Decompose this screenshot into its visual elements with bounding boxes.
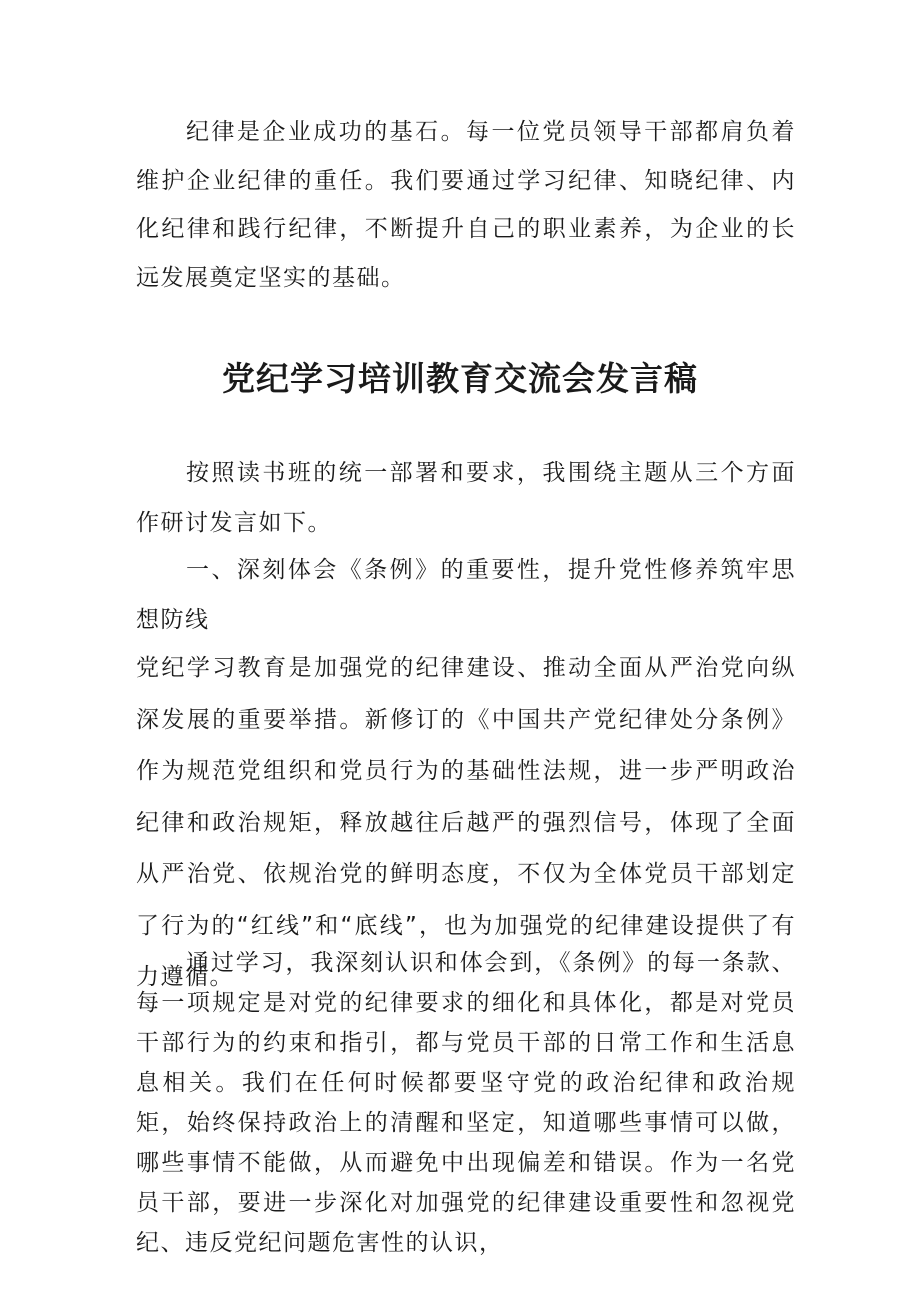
section-one-heading: 一、深刻体会《条例》的重要性，提升党性修养筑牢思想防线 xyxy=(136,557,796,633)
section-one-paragraph: 党纪学习教育是加强党的纪律建设、推动全面从严治党向纵深发展的重要举措。新修订的《中国共产党纪律处分条例》作为规范党组织和党员行为的基础性法规，进一步严明政治纪律和政治规矩，释放越往后越严的强烈信号，体现了全面从严治党、依规治党的鲜明态度，不仅为全体党员干部划定了行为的“红线”和“底线”，也为加强党的纪律建设提供了有力遵循。 xyxy=(136,655,796,990)
document-title: 党纪学习培训教育交流会发言稿 xyxy=(222,359,698,398)
section-one-paragraph-2: 通过学习，我深刻认识和体会到，《条例》的每一条款、每一项规定是对党的纪律要求的细化和具体化，都是对党员干部行为的约束和指引，都与党员干部的日常工作和生活息息相关。我们在任何时候都要坚守党的政治纪律和政治规矩，始终保持政治上的清醒和坚定，知道哪些事情可以做，哪些事情不能做，从而避免中出现偏差和错误。作为一名党员干部，要进一步深化对加强党的纪律建设重要性和忽视党纪、违反党纪问题危害性的认识， xyxy=(136,950,796,1256)
intro-paragraph: 纪律是企业成功的基石。每一位党员领导干部都肩负着维护企业纪律的重任。我们要通过学习纪律、知晓纪律、内化纪律和践行纪律，不断提升自己的职业素养，为企业的长远发展奠定坚实的基础。 xyxy=(136,119,796,291)
opening-paragraph: 按照读书班的统一部署和要求，我围绕主题从三个方面作研讨发言如下。 xyxy=(136,460,796,536)
